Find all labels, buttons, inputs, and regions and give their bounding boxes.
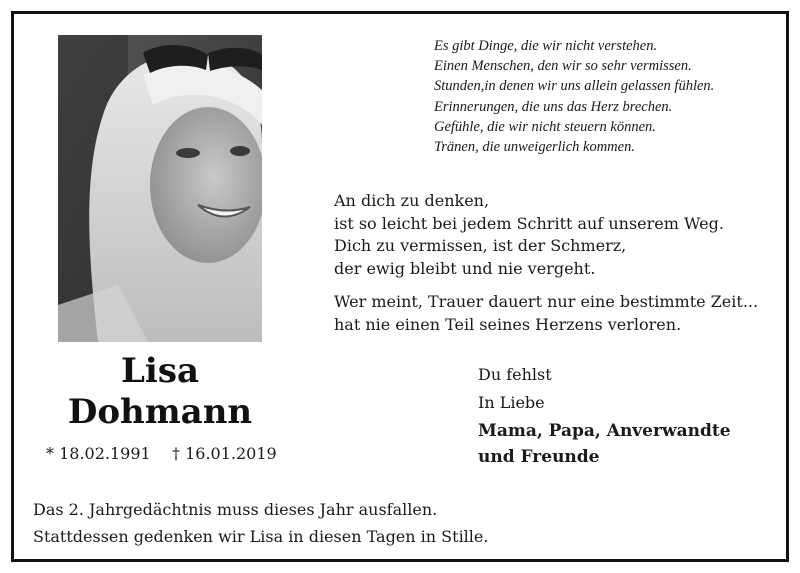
last-name: Dohmann: [67, 392, 253, 432]
signature-miss-you: Du fehlst: [478, 365, 552, 384]
portrait-photo: [58, 35, 262, 342]
verse-remembrance: An dich zu denken, ist so leicht bei jedem Schritt auf unserem Weg. Dich zu vermissen, ist der Schmerz, der ewig bleibt und nie vergeht.: [334, 191, 724, 278]
italic-poem: Es gibt Dinge, die wir nicht verstehen. Einen Menschen, den wir so sehr vermissen. Stunden,in denen wir uns allein gelassen fühlen. Erinnerungen, die uns das Herz brechen. Gefühle, die wir nicht steuern können. Tränen, die unweigerlich kommen.: [434, 38, 715, 156]
signature-in-love: In Liebe: [478, 393, 545, 412]
memorial-note: Das 2. Jahrgedächtnis muss dieses Jahr ausfallen. Stattdessen gedenken wir Lisa in diesen Tagen in Stille.: [33, 500, 489, 546]
verse-grief: Wer meint, Trauer dauert nur eine bestimmte Zeit... hat nie einen Teil seines Herzens verloren.: [334, 292, 759, 334]
first-name: Lisa: [121, 351, 199, 391]
signature-family: Mama, Papa, Anverwandte und Freunde: [478, 421, 731, 467]
death-date: † 16.01.2019: [172, 444, 277, 463]
birth-date: * 18.02.1991: [46, 444, 151, 463]
